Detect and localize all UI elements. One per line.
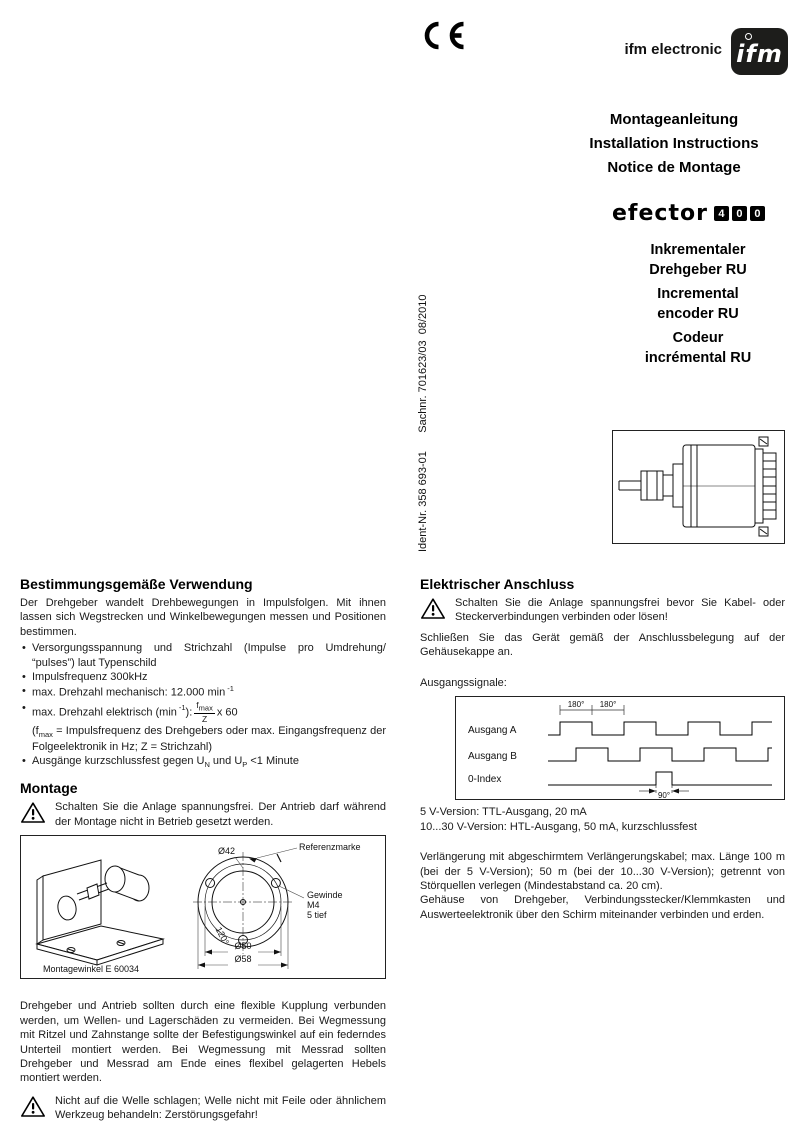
ident-number-vertical: Ident-Nr. 358 693-01 Sachnr. 701623/03 08/2010	[417, 294, 429, 552]
warning-icon	[20, 800, 46, 829]
efector-series-digit: 0	[732, 206, 747, 221]
product-title-line: encoder RU	[657, 306, 739, 322]
fraction-denominator: Z	[201, 714, 208, 725]
label-dia42: Ø42	[218, 846, 236, 857]
section-heading-montage: Montage	[20, 780, 78, 797]
label-channel-b: Ausgang B	[468, 751, 517, 763]
label-90: 90°	[657, 791, 671, 800]
text-run: und U	[209, 755, 243, 768]
product-title-line: Incremental	[657, 286, 739, 302]
left-column	[20, 576, 386, 1129]
montage-warning	[20, 800, 386, 829]
subscript: P	[242, 760, 248, 770]
label-gewinde-2: M4	[307, 900, 320, 911]
label-channel-a: Ausgang A	[468, 725, 517, 737]
extension-paragraph: Verlängerung mit abgeschirmtem Verlängerungskabel; max. Länge 100 m (bei der 5 V-Version); 50 m (bei der 10...30 V-Version); getrennt von Störquellen verlegen (Mindestabstand ca. 20 cm).	[420, 851, 785, 893]
efector-series-digit: 4	[714, 206, 729, 221]
ce-mark-icon	[420, 20, 466, 56]
warning-icon	[420, 596, 446, 625]
text-run: Ausgänge kurzschlussfest gegen U	[32, 755, 205, 768]
encoder-illustration	[612, 430, 785, 544]
ifm-logo-text: ifm	[736, 39, 783, 68]
efector-logo-text: efector	[612, 201, 708, 226]
efector-series-digit: 0	[750, 206, 765, 221]
product-title-en	[600, 284, 796, 324]
intended-use-intro: Der Drehgeber wandelt Drehbewegungen in Impulsfolgen. Mit ihnen lassen sich Wegstrecken und Winkelbewegungen messen und Positionen bestimmen.	[20, 597, 386, 638]
text-run: max. Drehzahl elektrisch (min	[32, 706, 177, 719]
label-dia58: Ø58	[234, 954, 252, 965]
shield-paragraph: Gehäuse von Drehgeber, Verbindungsstecker/Klemmkasten und Auswerteelektronik über den Schirm miteinander verbinden und erden.	[420, 894, 785, 921]
fraction-numerator	[194, 701, 215, 715]
section-heading-electrical: Elektrischer Anschluss	[420, 576, 575, 592]
signal-diagram	[455, 696, 785, 800]
warning-icon	[20, 1094, 46, 1123]
formula-fraction	[194, 701, 215, 724]
product-title-line: Codeur	[672, 330, 724, 346]
coupling-paragraph: Drehgeber und Antrieb sollten durch eine flexible Kupplung verbunden werden, um Wellen- und Lagerschäden zu vermeiden. Bei Wegmessung mit Ritzel und Zahnstange sollte der Befestigungswinkel auf ein federndes Unterteil montiert werden. Bei Wegmessung mit Messrad sollten Drehgeber und Messrad am Ende eines flexibel gelagerten Hebels montiert werden.	[20, 1000, 386, 1085]
subscript: max	[198, 703, 213, 713]
efector-logo	[612, 201, 765, 226]
signal-diagram-icon	[456, 697, 784, 799]
bullet-max-speed-electrical	[20, 701, 386, 724]
section-heading-intended-use: Bestimmungsgemäße Verwendung	[20, 576, 253, 592]
text-run: ):	[185, 706, 193, 719]
label-zero-index: 0-Index	[468, 774, 502, 786]
text-run: <1 Minute	[247, 755, 299, 768]
label-180-left: 180°	[567, 700, 585, 710]
text-run: max. Drehzahl mechanisch: 12.000 min	[32, 687, 226, 700]
superscript: -1	[178, 703, 186, 713]
brand-name: ifm electronic	[624, 41, 722, 58]
bullet-short-circuit-proof	[20, 754, 386, 770]
ifm-logo	[731, 28, 788, 75]
subscript: N	[204, 760, 210, 770]
label-montagewinkel: Montagewinkel E 60034	[43, 964, 140, 975]
ifm-logo-ring-icon	[745, 33, 752, 40]
label-referenzmarke: Referenzmarke	[299, 842, 361, 853]
label-angle-120: 120°	[213, 925, 232, 947]
shaft-warning	[20, 1094, 386, 1123]
subscript: max	[38, 730, 53, 740]
superscript: -1	[227, 684, 234, 694]
mounting-drawing-icon	[21, 836, 385, 978]
label-dia50: Ø50	[234, 941, 252, 952]
product-title-line: Drehgeber RU	[649, 262, 747, 278]
bullet-pulse-frequency: • Impulsfrequenz 300kHz	[20, 670, 386, 684]
version-5v-line: 5 V-Version: TTL-Ausgang, 20 mA	[420, 806, 587, 819]
doc-title-en: Installation Instructions	[589, 135, 759, 152]
bullet-max-speed-mechanical	[20, 684, 386, 700]
doc-title-de: Montageanleitung	[609, 111, 739, 128]
text-run: f	[196, 699, 199, 710]
doc-title-fr: Notice de Montage	[607, 159, 741, 176]
warning-text: Schalten Sie die Anlage spannungsfrei bevor Sie Kabel- oder Steckerverbindungen verbinden oder lösen!	[455, 597, 785, 624]
warning-text: Schalten Sie die Anlage spannungsfrei. Der Antrieb darf während der Montage nicht in Betrieb gesetzt werden.	[55, 801, 386, 828]
product-title-de	[600, 240, 796, 280]
version-10-30v-line: 10...30 V-Version: HTL-Ausgang, 50 mA, kurzschlussfest	[420, 820, 697, 833]
connection-paragraph: Schließen Sie das Gerät gemäß der Anschlussbelegung auf der Gehäusekappe an.	[420, 632, 785, 659]
label-gewinde-1: Gewinde	[307, 890, 343, 901]
text-run: x 60	[216, 706, 238, 719]
encoder-drawing-icon	[613, 431, 784, 543]
document-titles	[552, 108, 796, 180]
brand-header	[624, 28, 788, 75]
product-title-line: Inkrementaler	[650, 242, 746, 258]
label-180-right: 180°	[599, 700, 617, 710]
product-titles	[600, 240, 796, 372]
electrical-warning	[420, 596, 785, 625]
label-gewinde-3: 5 tief	[307, 910, 327, 921]
mounting-drawing	[20, 835, 386, 979]
bullet-note-fmax	[20, 724, 386, 754]
product-title-fr	[600, 328, 796, 368]
product-title-line: incrémental RU	[644, 350, 752, 366]
text-run: (f	[32, 724, 39, 737]
bullet-supply-voltage: • Versorgungsspannung und Strichzahl (Impulse pro Umdrehung/ “pulses”) laut Typenschild	[20, 641, 386, 670]
right-column	[420, 576, 785, 922]
warning-text: Nicht auf die Welle schlagen; Welle nicht mit Feile oder ähnlichem Werkzeug behandeln: Zerstörungsgefahr!	[55, 1094, 386, 1122]
output-signals-label: Ausgangssignale:	[420, 676, 507, 689]
text-run: = Impulsfrequenz des Drehgebers oder max. Eingangsfrequenz der Folgeelektronik in Hz; Z = Strichzahl)	[32, 724, 386, 753]
